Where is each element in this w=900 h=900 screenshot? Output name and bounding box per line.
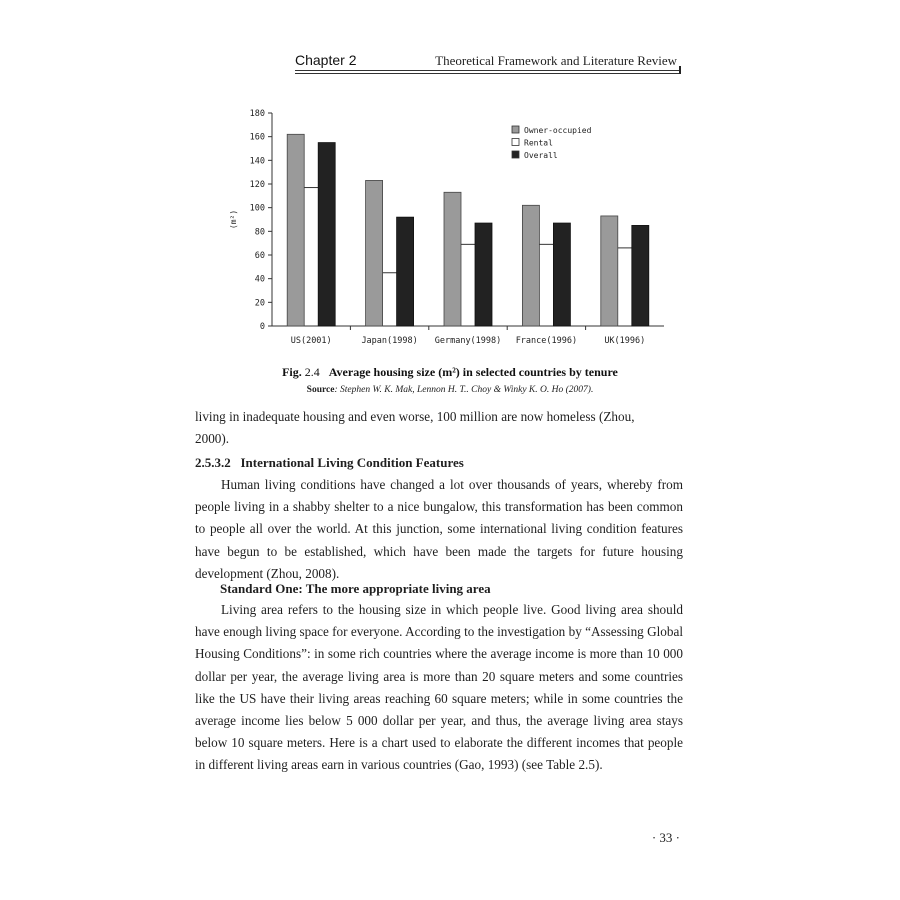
- x-tick-label: France(1996): [515, 336, 578, 346]
- legend-label: Rental: [524, 138, 553, 148]
- y-tick-label: 60: [254, 251, 265, 261]
- page-header: [295, 52, 681, 72]
- header-rule-double: [295, 73, 681, 74]
- y-tick-label: 0: [259, 322, 265, 332]
- chart-legend: [512, 126, 592, 160]
- bar-overall: [553, 223, 570, 326]
- legend-swatch: [512, 139, 519, 146]
- bar-owner-occupied: [366, 180, 383, 326]
- figure-caption: [0, 365, 900, 380]
- y-axis-label: (m²): [229, 209, 238, 230]
- bar-owner-occupied: [444, 192, 461, 326]
- chapter-label: Chapter 2: [295, 52, 357, 68]
- x-tick-label: Japan(1998): [361, 336, 418, 346]
- section-title: International Living Condition Features: [240, 455, 464, 470]
- figure-source: [0, 385, 900, 395]
- y-tick-label: 120: [249, 180, 265, 190]
- legend-label: Overall: [524, 151, 558, 160]
- y-tick-label: 100: [249, 203, 265, 214]
- chart-bars: [287, 134, 649, 326]
- section-heading: [195, 452, 683, 474]
- y-tick-label: 180: [249, 109, 265, 119]
- bar-owner-occupied: [522, 205, 539, 326]
- housing-size-bar-chart: [222, 98, 682, 360]
- running-title: Theoretical Framework and Literature Review: [435, 53, 677, 68]
- paragraph-line: 2000).: [195, 431, 230, 447]
- section-number: 2.5.3.2: [195, 455, 231, 470]
- x-tick-label: Germany(1998): [434, 336, 502, 346]
- x-tick-label: UK(1996): [604, 336, 646, 346]
- paragraph-text: Human living conditions have changed a lot over thousands of years, whereby from people living in a shabby shelter to a nice bungalow, this transformation has been common to people all over the world. At this junction, some international living condition features have begun to be established, which have been made the targets for future housing development (Zhou, 2008).: [195, 477, 683, 581]
- paragraph: [195, 599, 683, 777]
- y-tick-label: 80: [254, 227, 265, 238]
- standard-heading: Standard One: The more appropriate living area: [220, 581, 491, 596]
- bar-overall: [632, 225, 649, 326]
- legend-label: Owner-occupied: [524, 126, 592, 135]
- y-tick-label: 20: [254, 298, 265, 309]
- header-rule: [295, 70, 681, 71]
- x-tick-label: US(2001): [290, 336, 332, 346]
- paragraph-line: living in inadequate housing and even worse, 100 million are now homeless (Zhou,: [195, 409, 635, 424]
- source-label: Source: [306, 385, 335, 395]
- legend-swatch: [512, 126, 519, 133]
- bar-overall: [397, 217, 414, 326]
- y-tick-label: 40: [254, 274, 265, 285]
- page-number: · 33 ·: [651, 830, 680, 845]
- paragraph: [195, 474, 683, 585]
- bar-overall: [475, 223, 492, 326]
- paragraph-continued: [195, 406, 683, 450]
- header-rule-end: [679, 66, 681, 74]
- figure-title: Average housing size (m²) in selected countries by tenure: [328, 365, 618, 379]
- figure-label: Fig.: [282, 365, 302, 379]
- legend-swatch: [512, 151, 519, 158]
- paragraph-text: Living area refers to the housing size in which people live. Good living area should have enough living space for everyone. According to the investigation by “Assessing Global Housing Conditions”: in some rich countries where the average income is more than 10 000 dollar per year, the average living area is more than 20 square meters and some countries like the US have their living areas reaching 60 square meters; while in some countries the average income lies below 5 000 dollar per year, and thus, the average living area stays below 10 square meters. Here is a chart used to elaborate the different incomes that people in different living areas earn in various countries (Gao, 1993) (see Table 2.5).: [195, 602, 683, 773]
- bar-owner-occupied: [601, 216, 618, 326]
- y-tick-label: 140: [249, 156, 265, 167]
- figure-number: 2.4: [304, 365, 320, 379]
- bar-owner-occupied: [287, 134, 304, 326]
- source-text: : Stephen W. K. Mak, Lennon H. T.. Choy & Winky K. O. Ho (2007).: [334, 385, 594, 395]
- bar-overall: [318, 143, 335, 326]
- y-tick-label: 160: [249, 132, 265, 143]
